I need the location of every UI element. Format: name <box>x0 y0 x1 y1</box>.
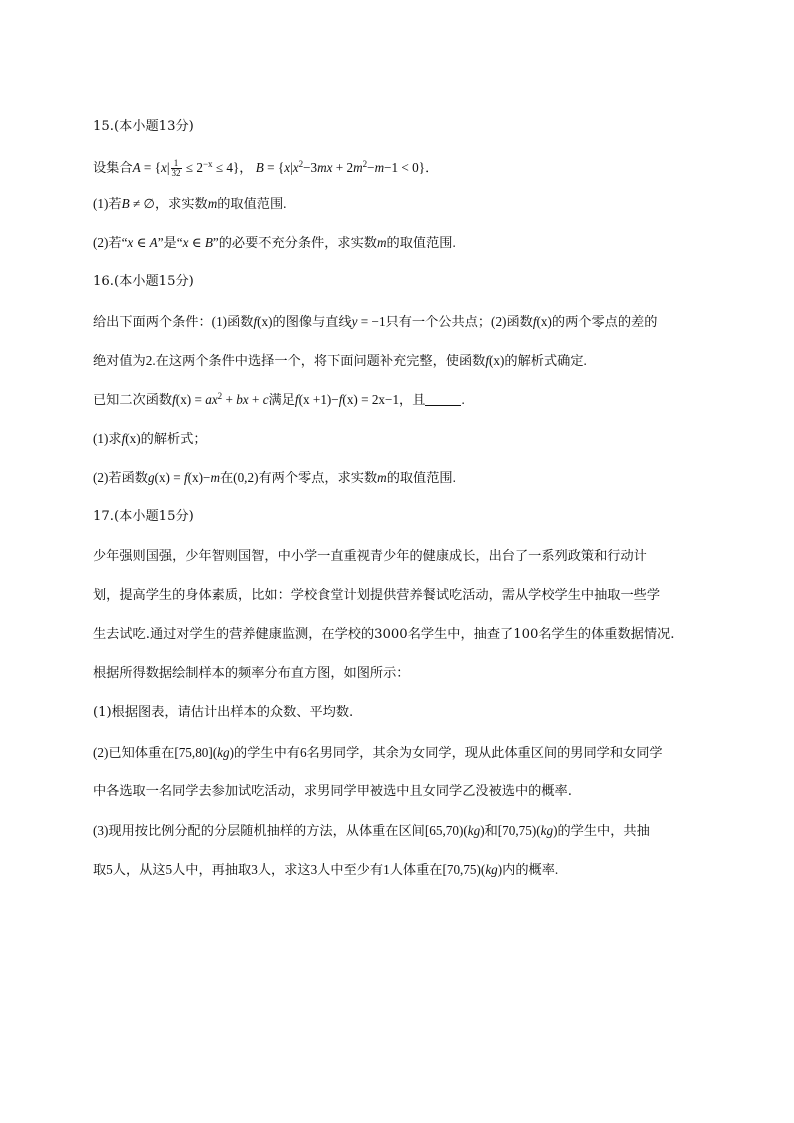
problem-15-header: 15.(本小题13分) <box>93 119 194 134</box>
text: ”的必要不充分条件，求实数 <box>212 235 377 250</box>
text: )和[70,75)( <box>480 823 541 838</box>
text: (x) <box>257 314 273 329</box>
problem-16-given <box>93 390 713 410</box>
var-A: A <box>132 160 141 175</box>
text: = { <box>263 160 285 175</box>
var-A: A <box>149 235 158 250</box>
text: (x) = <box>175 392 206 407</box>
problem-17-text-line: 生去试吃.通过对学生的营养健康监测，在学校的3000名学生中，抽查了100名学生的体重数据情况. <box>93 627 675 642</box>
text: (2)若“ <box>93 235 128 250</box>
var-y: y <box>351 314 358 329</box>
text: 在(0,2)有两个零点，求实数 <box>220 470 378 485</box>
text: (x) = 2x−1，且 <box>342 392 426 407</box>
text: (2)已知体重在[75,80]( <box>93 745 218 760</box>
text: 的取值范围. <box>386 470 456 485</box>
numerator: 1 <box>171 159 182 169</box>
var-x: x <box>161 160 167 175</box>
text: = { <box>140 160 161 175</box>
text: | <box>290 160 293 175</box>
text: (x)− <box>187 470 211 485</box>
var-f: f <box>294 392 299 407</box>
var-B: B <box>121 196 130 211</box>
var-g: g <box>147 470 155 485</box>
text: (x) <box>125 431 141 446</box>
text: )内的概率. <box>497 862 559 877</box>
text: ≠ ∅，求实数 <box>129 196 208 211</box>
text: )的学生中有6名男同学，其余为女同学，现从此体重区间的男同学和女同学 <box>229 745 663 760</box>
text: (2)若函数 <box>93 470 148 485</box>
problem-16-part-2 <box>93 468 713 488</box>
text: )的学生中，共抽 <box>553 823 650 838</box>
text: = −1只有一个公共点；(2)函数 <box>357 314 533 329</box>
problem-17-part-1: (1)根据图表，请估计出样本的众数、平均数. <box>93 705 354 720</box>
problem-16-conditions <box>93 312 713 332</box>
var-m: m <box>374 160 385 175</box>
text: − <box>367 160 375 175</box>
var-f: f <box>532 314 537 329</box>
var-m: m <box>353 160 363 175</box>
text: | <box>166 160 170 175</box>
unit-kg: kg <box>540 823 554 838</box>
exponent: 2 <box>298 159 304 169</box>
text: −3 <box>303 160 318 175</box>
var-x: x <box>284 160 291 175</box>
text: 已知二次函数 <box>93 392 173 407</box>
var-m: m <box>377 235 387 250</box>
problem-17-text-line: 少年强则国强，少年智则国智，中小学一直重视青少年的健康成长，出台了一系列政策和行动计 <box>93 549 647 564</box>
text: 的两个零点的差的 <box>551 314 658 329</box>
problem-16-part-1 <box>93 429 713 449</box>
text: ∈ <box>133 235 150 250</box>
problem-17-text-line: 根据所得数据绘制样本的频率分布直方图，如图所示： <box>93 666 410 681</box>
text: 满足 <box>268 392 295 407</box>
text: 设集合 <box>93 160 133 175</box>
problem-17-part-3 <box>93 821 713 841</box>
text: ≤ 4}， <box>212 160 253 175</box>
problem-16-conditions-cont <box>93 351 713 371</box>
exponent: 2 <box>362 159 368 169</box>
problem-15-set-definition <box>93 158 713 178</box>
var-m: m <box>377 470 387 485</box>
fraction-1-32 <box>171 159 182 178</box>
text: + 2 <box>332 160 354 175</box>
var-x: x <box>292 160 299 175</box>
var-x: x <box>211 392 218 407</box>
text: (3)现用按比例分配的分层随机抽样的方法，从体重在区间[65,70)( <box>93 823 468 838</box>
var-x: x <box>242 392 249 407</box>
text: 的解析式确定. <box>504 353 587 368</box>
unit-kg: kg <box>467 823 481 838</box>
answer-blank <box>425 391 461 406</box>
text: 的取值范围. <box>217 196 287 211</box>
exponent: 2 <box>217 391 223 401</box>
text: (x) <box>489 353 505 368</box>
text: 绝对值为2.在这两个条件中选择一个，将下面问题补充完整，使函数 <box>93 353 486 368</box>
var-f: f <box>183 470 188 485</box>
var-x: x <box>326 160 333 175</box>
var-x: x <box>127 235 134 250</box>
var-f: f <box>172 392 176 407</box>
unit-kg: kg <box>217 745 230 760</box>
text: + <box>222 392 237 407</box>
text: ∈ <box>188 235 205 250</box>
text: ”是“ <box>157 235 183 250</box>
var-f: f <box>338 392 343 407</box>
var-m: m <box>210 470 220 485</box>
text: 给出下面两个条件：(1)函数 <box>93 314 254 329</box>
problem-16-header: 16.(本小题15分) <box>93 274 194 289</box>
var-B: B <box>255 160 264 175</box>
var-m: m <box>317 160 327 175</box>
text: 取5人，从这5人中，再抽取3人，求这3人中至少有1人体重在[70,75)( <box>93 862 486 877</box>
var-x: x <box>182 235 189 250</box>
problem-17-part-3-cont <box>93 860 713 880</box>
text: (x +1)− <box>298 392 339 407</box>
text: −1 < 0}． <box>384 160 439 175</box>
var-c: c <box>262 392 269 407</box>
text: + <box>248 392 263 407</box>
text: (x) = <box>154 470 184 485</box>
denominator: 32 <box>171 168 181 179</box>
problem-17-part-2-cont: 中各选取一名同学去参加试吃活动，求男同学甲被选中且女同学乙没被选中的概率. <box>93 784 572 799</box>
problem-15-part-1 <box>93 194 713 214</box>
text: 的解析式； <box>140 431 207 446</box>
var-f: f <box>121 431 126 446</box>
text: 的图像与直线 <box>272 314 352 329</box>
text: 的取值范围. <box>386 235 456 250</box>
var-a: a <box>205 392 212 407</box>
var-b: b <box>236 392 243 407</box>
text: (x) <box>536 314 552 329</box>
exponent: −x <box>202 159 213 169</box>
var-f: f <box>253 314 258 329</box>
problem-17-header: 17.(本小题15分) <box>93 509 194 524</box>
text: (1)求 <box>93 431 122 446</box>
text: (1)若 <box>93 196 122 211</box>
problem-15-part-2 <box>93 233 713 253</box>
text: ≤ 2 <box>182 160 203 175</box>
text: . <box>461 392 465 407</box>
var-f: f <box>485 353 489 368</box>
var-m: m <box>207 196 218 211</box>
unit-kg: kg <box>485 862 498 877</box>
problem-17-text-line: 划，提高学生的身体素质，比如：学校食堂计划提供营养餐试吃活动，需从学校学生中抽取一些学 <box>93 588 661 603</box>
problem-17-part-2 <box>93 743 713 763</box>
var-B: B <box>204 235 213 250</box>
